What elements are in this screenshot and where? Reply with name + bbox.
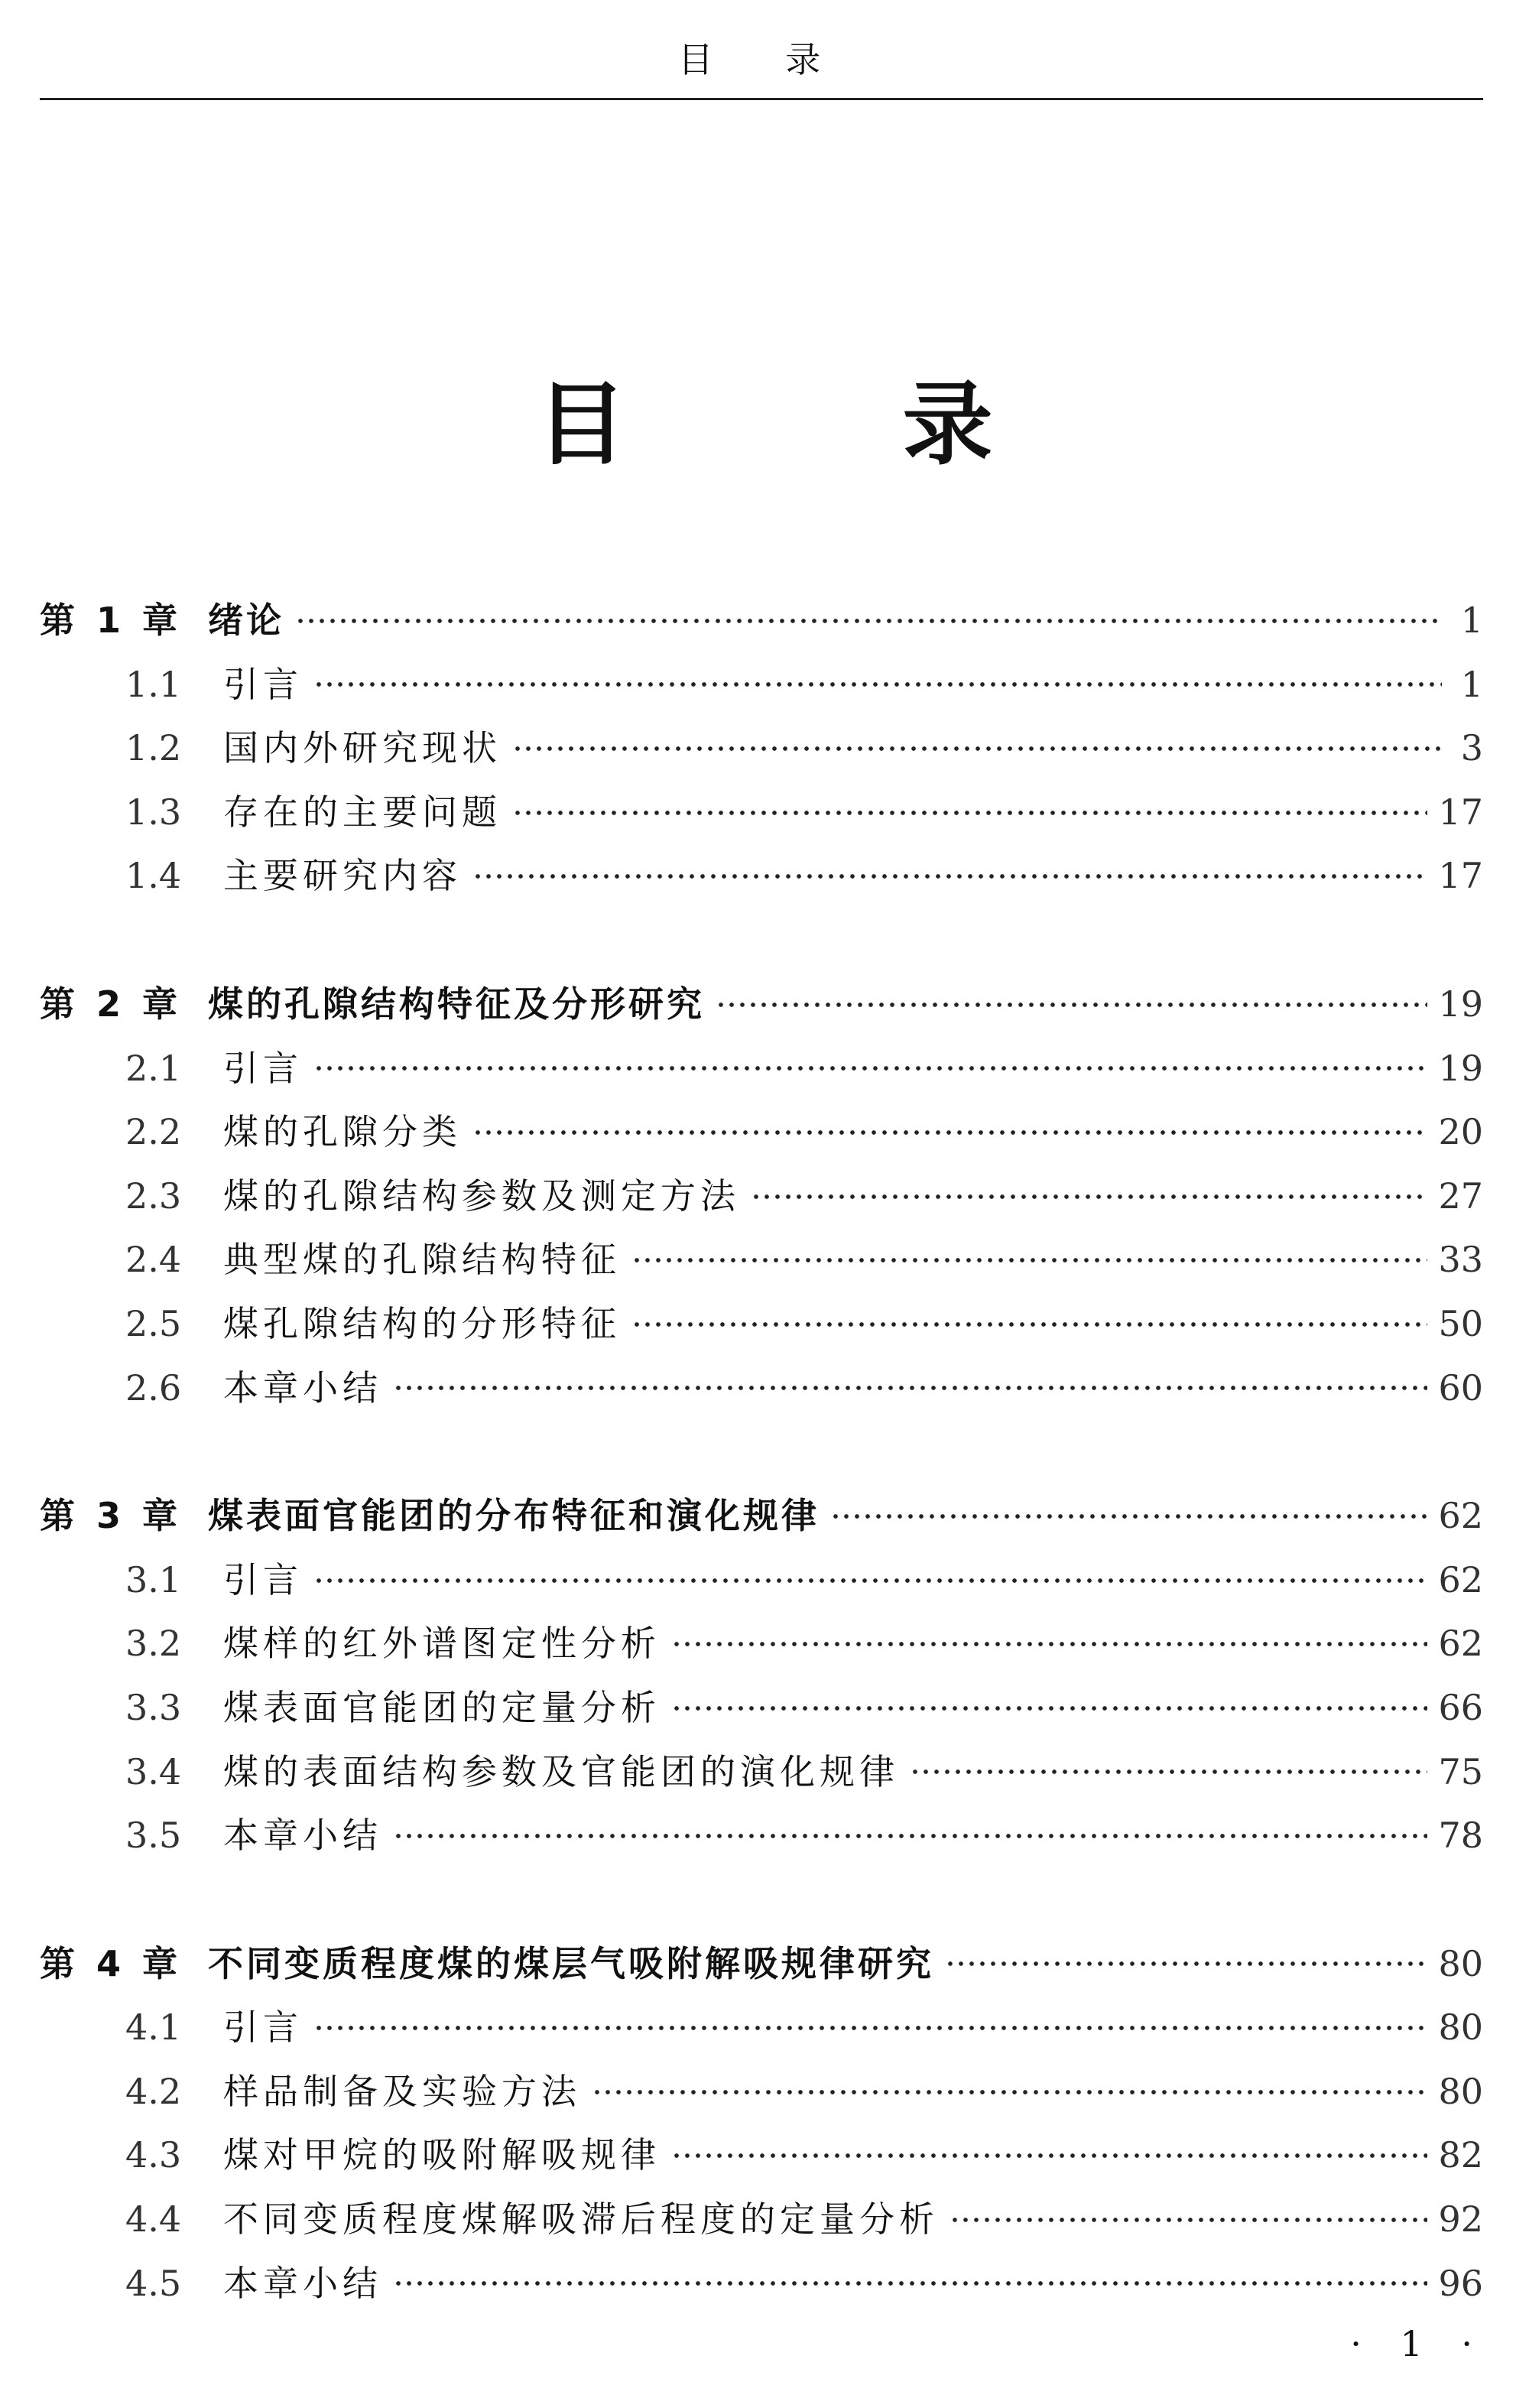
dot-leader (716, 1001, 1427, 1009)
dot-leader (671, 1704, 1427, 1712)
section-title: 引言 (223, 1047, 303, 1089)
page-number: 60 (1438, 1366, 1483, 1409)
section-number: 1.2 (125, 727, 182, 769)
section-title: 引言 (223, 663, 303, 705)
page-number: 62 (1438, 1623, 1483, 1665)
toc-section-entry[interactable] (40, 2188, 1483, 2252)
section-title: 煤的表面结构参数及官能团的演化规律 (223, 1750, 899, 1792)
section-number: 2.4 (125, 1239, 182, 1281)
section-title: 煤的孔隙分类 (223, 1111, 462, 1153)
chapter-label: 第 1 章 (40, 600, 183, 641)
table-of-contents (40, 589, 1483, 2380)
chapter-title: 不同变质程度煤的煤层气吸附解吸规律研究 (208, 1942, 934, 1984)
section-title: 本章小结 (223, 1815, 382, 1857)
toc-chapter-entry[interactable] (40, 1932, 1483, 1997)
section-title: 样品制备及实验方法 (223, 2070, 581, 2112)
chapter-title: 煤的孔隙结构特征及分形研究 (208, 983, 705, 1025)
chapter-title: 绪论 (208, 600, 284, 641)
dot-leader (313, 1064, 1427, 1072)
page-number: 96 (1438, 2262, 1483, 2304)
section-number: 4.1 (125, 2007, 182, 2049)
section-number: 1.1 (125, 663, 182, 705)
toc-chapter-entry[interactable] (40, 973, 1483, 1037)
section-title: 本章小结 (223, 2262, 382, 2304)
section-number: 2.3 (125, 1175, 182, 1217)
page-number: 19 (1438, 1047, 1483, 1089)
toc-section-entry[interactable] (40, 781, 1483, 845)
page-number: 1 (1460, 600, 1483, 641)
toc-section-entry[interactable] (40, 844, 1483, 908)
dot-leader (313, 2024, 1427, 2032)
dot-leader (671, 1640, 1427, 1648)
page-number: 82 (1438, 2134, 1483, 2176)
toc-section-entry[interactable] (40, 1292, 1483, 1357)
page-title: 目 录 (536, 371, 1115, 477)
section-number: 4.4 (125, 2198, 182, 2241)
section-number: 1.3 (125, 791, 182, 833)
toc-section-entry[interactable] (40, 1612, 1483, 1676)
toc-section-entry[interactable] (40, 717, 1483, 781)
page-number: 33 (1438, 1239, 1483, 1281)
section-number: 3.5 (125, 1815, 182, 1857)
section-number: 3.2 (125, 1623, 182, 1665)
chapter-1 (40, 589, 1483, 908)
chapter-title: 煤表面官能团的分布特征和演化规律 (208, 1495, 820, 1537)
section-number: 4.3 (125, 2134, 182, 2176)
section-title: 煤样的红外谱图定性分析 (223, 1623, 661, 1665)
chapter-label: 第 3 章 (40, 1495, 183, 1537)
section-title: 主要研究内容 (223, 855, 462, 897)
toc-section-entry[interactable] (40, 1357, 1483, 1421)
page-number: 80 (1438, 1942, 1483, 1984)
toc-section-entry[interactable] (40, 1676, 1483, 1740)
page-number: 1 (1460, 663, 1483, 705)
section-title: 引言 (223, 2007, 303, 2049)
page-number: 50 (1438, 1302, 1483, 1344)
section-title: 存在的主要问题 (223, 791, 502, 833)
toc-section-entry[interactable] (40, 653, 1483, 717)
toc-section-entry[interactable] (40, 2060, 1483, 2124)
dot-leader (671, 2152, 1427, 2159)
dot-leader (512, 809, 1427, 817)
dot-leader (313, 1577, 1427, 1584)
toc-section-entry[interactable] (40, 1228, 1483, 1292)
dot-leader (592, 2088, 1427, 2096)
toc-section-entry[interactable] (40, 1548, 1483, 1613)
dot-leader (830, 1513, 1427, 1520)
dot-leader (512, 745, 1442, 752)
page-number: 17 (1438, 791, 1483, 833)
section-number: 4.2 (125, 2070, 182, 2112)
section-number: 3.1 (125, 1558, 182, 1600)
toc-section-entry[interactable] (40, 2252, 1483, 2316)
toc-section-entry[interactable] (40, 1740, 1483, 1805)
chapter-label: 第 4 章 (40, 1942, 183, 1984)
page-number: 27 (1438, 1175, 1483, 1217)
dot-leader (631, 1321, 1427, 1328)
section-title: 煤表面官能团的定量分析 (223, 1686, 661, 1728)
page-number: 3 (1460, 727, 1483, 769)
toc-chapter-entry[interactable] (40, 1484, 1483, 1548)
page-number: 17 (1438, 855, 1483, 897)
chapter-label: 第 2 章 (40, 983, 183, 1025)
section-title: 煤的孔隙结构参数及测定方法 (223, 1175, 740, 1217)
header-rule (40, 98, 1483, 100)
section-number: 2.1 (125, 1047, 182, 1089)
section-number: 1.4 (125, 855, 182, 897)
chapter-3 (40, 1484, 1483, 1868)
section-number: 2.5 (125, 1302, 182, 1344)
dot-leader (313, 681, 1442, 688)
section-number: 2.6 (125, 1366, 182, 1409)
section-title: 本章小结 (223, 1366, 382, 1409)
dot-leader (945, 1960, 1427, 1968)
section-title: 煤对甲烷的吸附解吸规律 (223, 2134, 661, 2176)
section-title: 引言 (223, 1558, 303, 1600)
section-title: 国内外研究现状 (223, 727, 502, 769)
section-number: 3.3 (125, 1686, 182, 1728)
dot-leader (295, 617, 1442, 625)
page-number: 20 (1438, 1111, 1483, 1153)
toc-section-entry[interactable] (40, 1804, 1483, 1868)
dot-leader (910, 1768, 1427, 1776)
page-number: 80 (1438, 2007, 1483, 2049)
dot-leader (393, 2280, 1427, 2287)
toc-chapter-entry[interactable] (40, 589, 1483, 653)
section-title: 不同变质程度煤解吸滞后程度的定量分析 (223, 2198, 939, 2241)
page-number: 19 (1438, 983, 1483, 1025)
toc-section-entry[interactable] (40, 1037, 1483, 1101)
section-number: 2.2 (125, 1111, 182, 1153)
dot-leader (751, 1193, 1427, 1201)
page-number: 62 (1438, 1558, 1483, 1600)
dot-leader (393, 1384, 1427, 1392)
dot-leader (472, 1129, 1427, 1136)
running-head: 目 录 (677, 39, 852, 80)
chapter-2 (40, 973, 1483, 1420)
section-number: 3.4 (125, 1750, 182, 1792)
dot-leader (950, 2216, 1427, 2224)
dot-leader (472, 873, 1427, 880)
dot-leader (393, 1832, 1427, 1840)
page-number: 92 (1438, 2198, 1483, 2241)
page-number: 80 (1438, 2070, 1483, 2112)
dot-leader (631, 1256, 1427, 1264)
toc-section-entry[interactable] (40, 1100, 1483, 1165)
toc-section-entry[interactable] (40, 1165, 1483, 1229)
section-title: 典型煤的孔隙结构特征 (223, 1239, 621, 1281)
page-number: 62 (1438, 1495, 1483, 1537)
folio-page-number: · 1 · (1350, 2323, 1486, 2364)
chapter-4 (40, 1932, 1483, 2316)
section-title: 煤孔隙结构的分形特征 (223, 1302, 621, 1344)
page-number: 78 (1438, 1815, 1483, 1857)
toc-section-entry[interactable] (40, 1996, 1483, 2060)
page-number: 66 (1438, 1686, 1483, 1728)
page-number: 75 (1438, 1750, 1483, 1792)
toc-section-entry[interactable] (40, 2124, 1483, 2188)
section-number: 4.5 (125, 2262, 182, 2304)
